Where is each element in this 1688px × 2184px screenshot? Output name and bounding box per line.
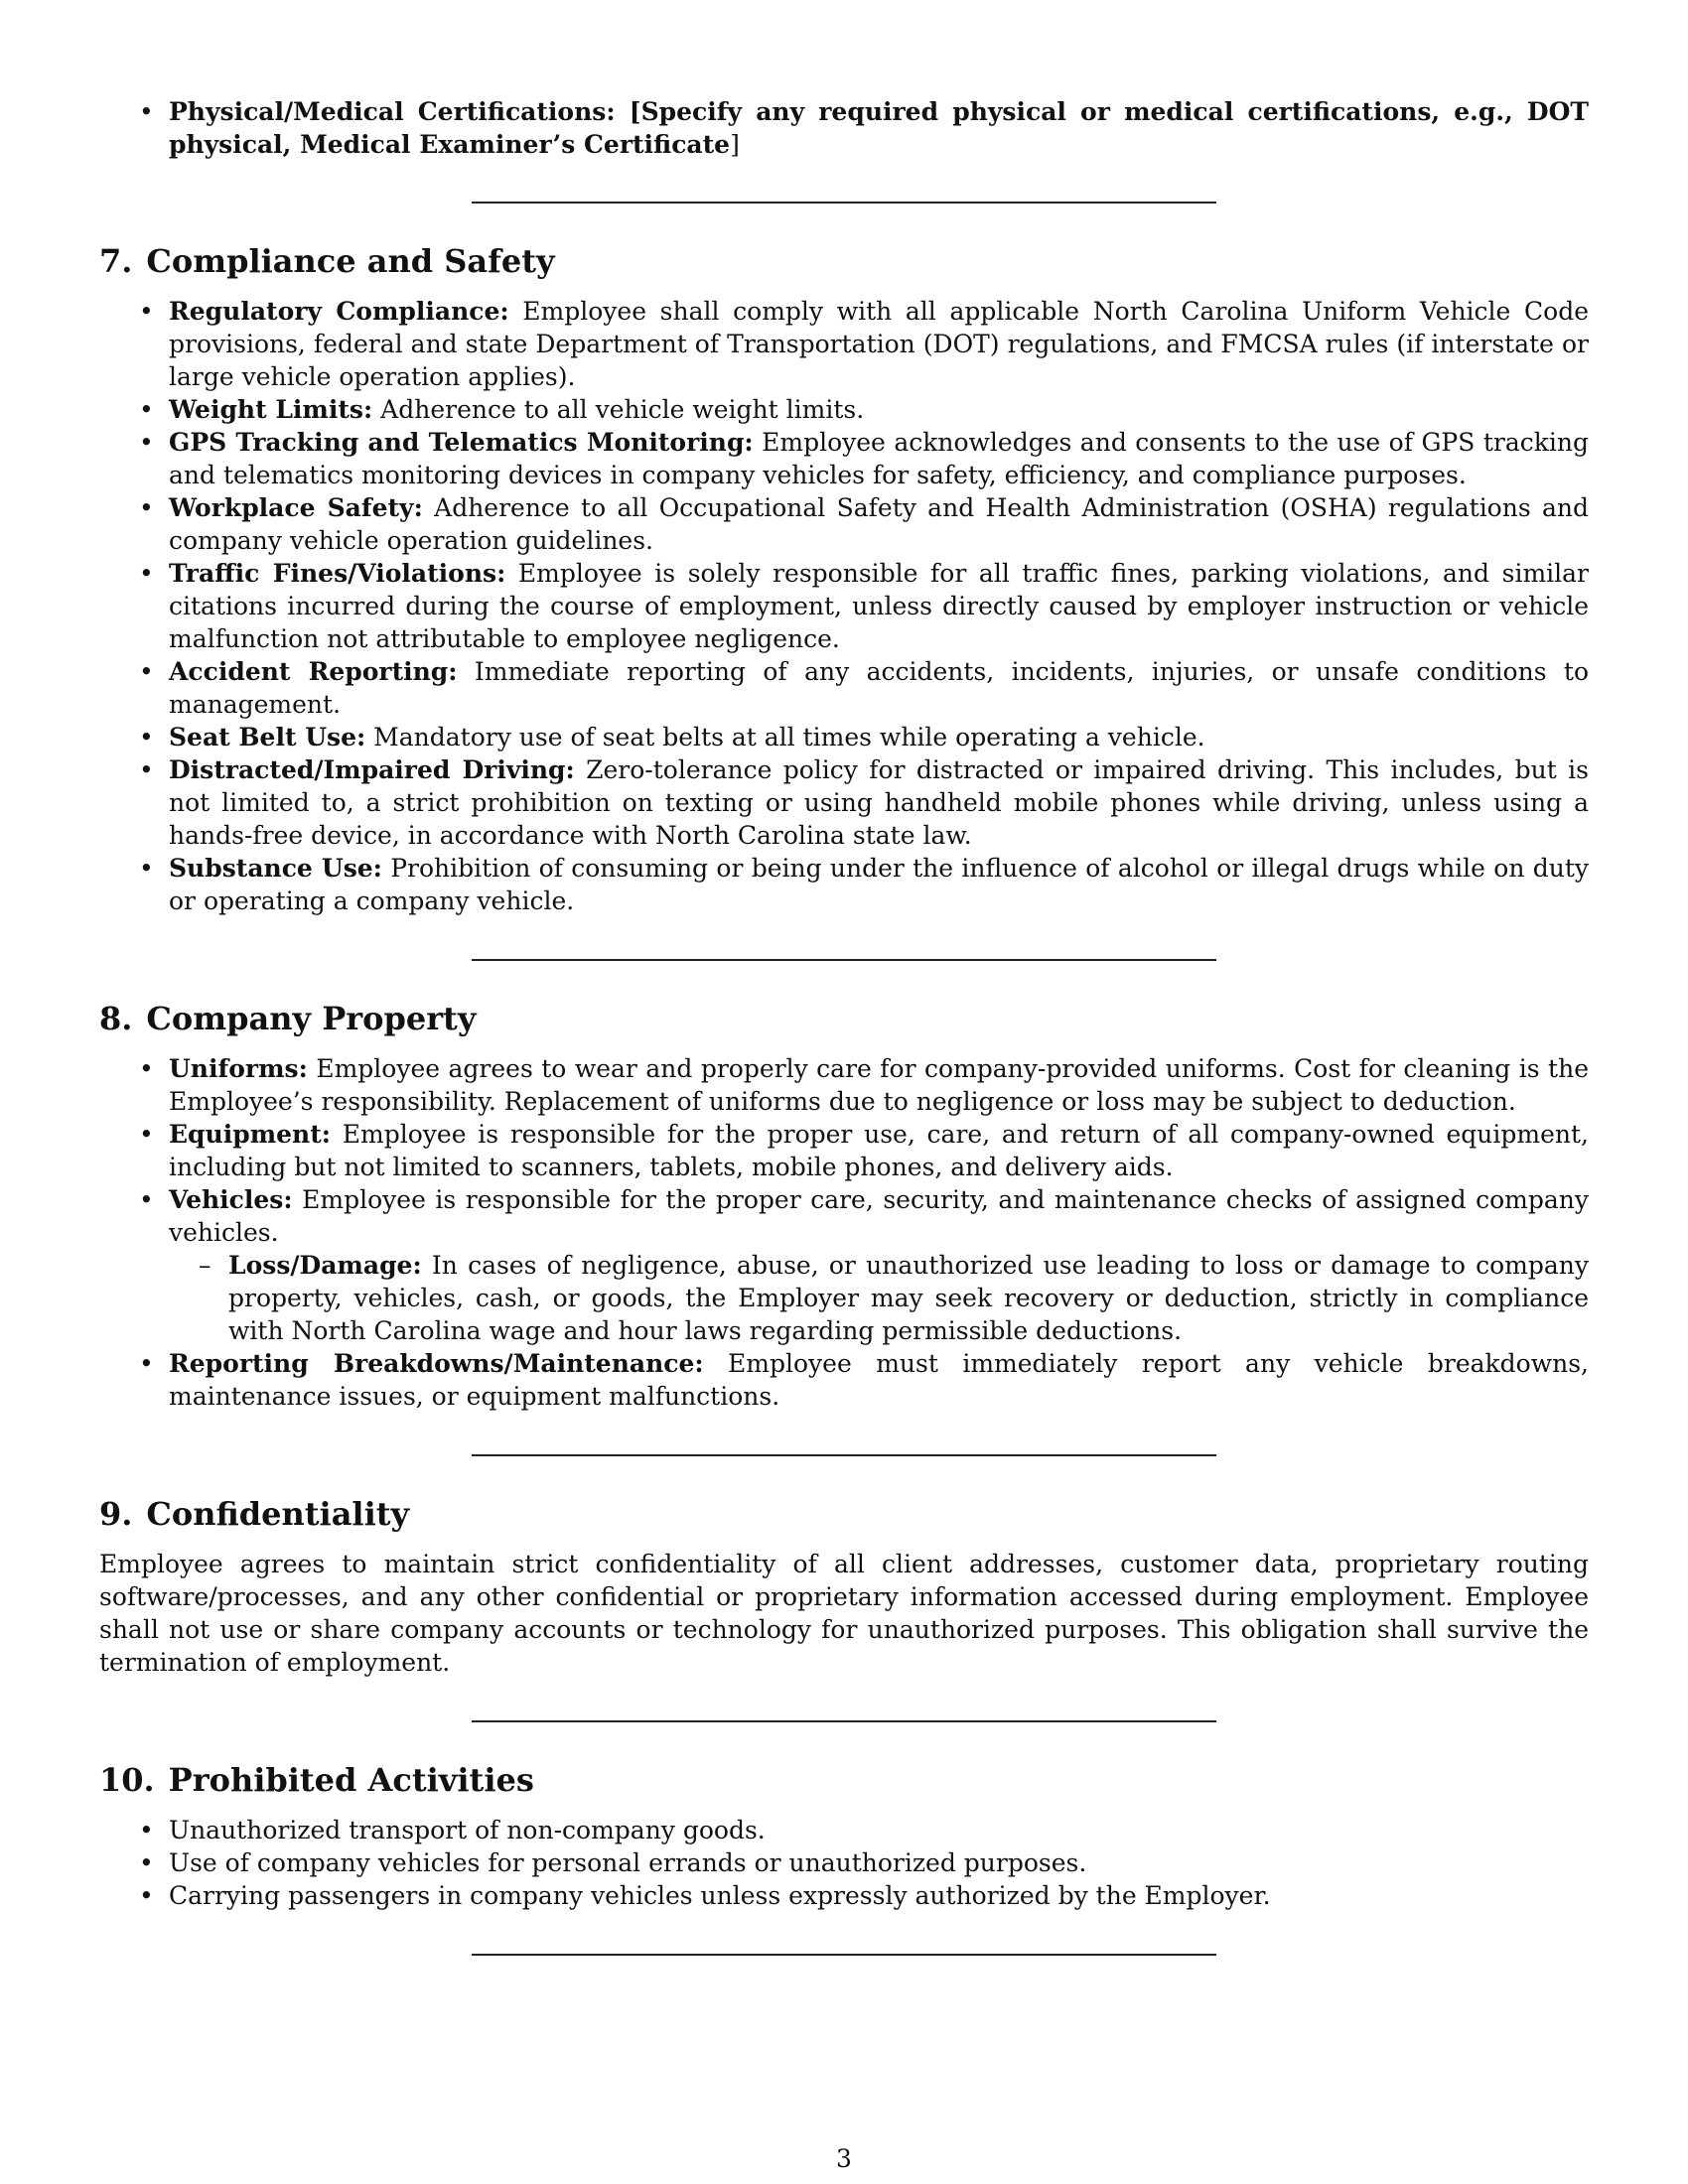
list-item: • Distracted/Impaired Driving: Zero-tolerance policy for distracted or impaired driving. This includes, but is not limited to, a strict prohibition on texting or using handheld mobile phones while driving, unless using a hands-free device, in accordance with North Carolina state law.	[99, 753, 1589, 852]
compliance-list	[99, 295, 1589, 917]
section-divider	[472, 1954, 1216, 1956]
list-item: • Regulatory Compliance: Employee shall comply with all applicable North Carolina Uniform Vehicle Code provisions, federal and state Department of Transportation (DOT) regulations, and FMCSA rules (if interstate or large vehicle operation applies).	[99, 295, 1589, 393]
document-page	[99, 95, 1589, 1956]
list-item: • Uniforms: Employee agrees to wear and properly care for company-provided uniforms. Cost for cleaning is the Employee’s responsibility. Replacement of uniforms due to negligence or loss may be subject to deduction.	[99, 1052, 1589, 1118]
item-suffix: ]	[730, 130, 740, 159]
list-item: • Substance Use: Prohibition of consuming or being under the influence of alcohol or illegal drugs while on duty or operating a company vehicle.	[99, 852, 1589, 917]
property-list	[99, 1052, 1589, 1413]
section-heading-9: 9. Confidentiality	[99, 1495, 410, 1533]
item-text: [Specify any required physical or medical certifications, e.g., DOT physical, Medical Examiner’s Certificate	[169, 97, 1589, 159]
section-divider	[472, 1454, 1216, 1456]
list-item: • Unauthorized transport of non-company goods.	[99, 1814, 1589, 1846]
list-item: • Reporting Breakdowns/Maintenance: Employee must immediately report any vehicle breakdowns, maintenance issues, or equipment malfunctions.	[99, 1347, 1589, 1413]
list-item: • Accident Reporting: Immediate reporting of any accidents, incidents, injuries, or unsafe conditions to management.	[99, 655, 1589, 721]
list-item: • Use of company vehicles for personal errands or unauthorized purposes.	[99, 1846, 1589, 1879]
list-item: • Carrying passengers in company vehicles unless expressly authorized by the Employer.	[99, 1879, 1589, 1912]
list-item: • Seat Belt Use: Mandatory use of seat belts at all times while operating a vehicle.	[99, 721, 1589, 753]
prohibited-list	[99, 1814, 1589, 1912]
list-item: • Workplace Safety: Adherence to all Occupational Safety and Health Administration (OSHA) regulations and company vehicle operation guidelines.	[99, 491, 1589, 557]
list-item: • Vehicles: Employee is responsible for the proper care, security, and maintenance checks of assigned company vehicles. – Loss/Damage: In cases of negligence, abuse, or unauthorized use leading to loss or damage to company property, vehicles, cash, or goods, the Employer may seek recovery or deduction, strictly in compliance with North Carolina wage and hour laws regarding permissible deductions.	[99, 1183, 1589, 1347]
section-heading-10: 10. Prohibited Activities	[99, 1761, 534, 1799]
list-item: • Traffic Fines/Violations: Employee is solely responsible for all traffic fines, parking violations, and similar citations incurred during the course of employment, unless directly caused by employer instruction or vehicle malfunction not attributable to employee negligence.	[99, 557, 1589, 655]
list-item: • Equipment: Employee is responsible for the proper use, care, and return of all company-owned equipment, including but not limited to scanners, tablets, mobile phones, and delivery aids.	[99, 1118, 1589, 1183]
section-divider	[472, 959, 1216, 961]
section-heading-7: 7. Compliance and Safety	[99, 242, 555, 280]
list-item	[99, 95, 1589, 161]
section-divider	[472, 1720, 1216, 1722]
vehicles-sublist	[169, 1249, 1589, 1347]
section-divider	[472, 202, 1216, 204]
section-heading-8: 8. Company Property	[99, 1000, 477, 1037]
item-label: Physical/Medical Certifications:	[169, 97, 616, 126]
sub-list-item: – Loss/Damage: In cases of negligence, abuse, or unauthorized use leading to loss or damage to company property, vehicles, cash, or goods, the Employer may seek recovery or deduction, strictly in compliance with North Carolina wage and hour laws regarding permissible deductions.	[169, 1249, 1589, 1347]
confidentiality-paragraph: Employee agrees to maintain strict confidentiality of all client addresses, customer data, proprietary routing software/processes, and any other confidential or proprietary information accessed during employment. Employee shall not use or share company accounts or technology for unauthorized purposes. This obligation shall survive the termination of employment.	[99, 1550, 1589, 1677]
list-item: • Weight Limits: Adherence to all vehicle weight limits.	[99, 393, 1589, 426]
certifications-list	[99, 95, 1589, 161]
page-number: 3	[836, 2144, 852, 2173]
list-item: • GPS Tracking and Telematics Monitoring: Employee acknowledges and consents to the use of GPS tracking and telematics monitoring devices in company vehicles for safety, efficiency, and compliance purposes.	[99, 426, 1589, 491]
